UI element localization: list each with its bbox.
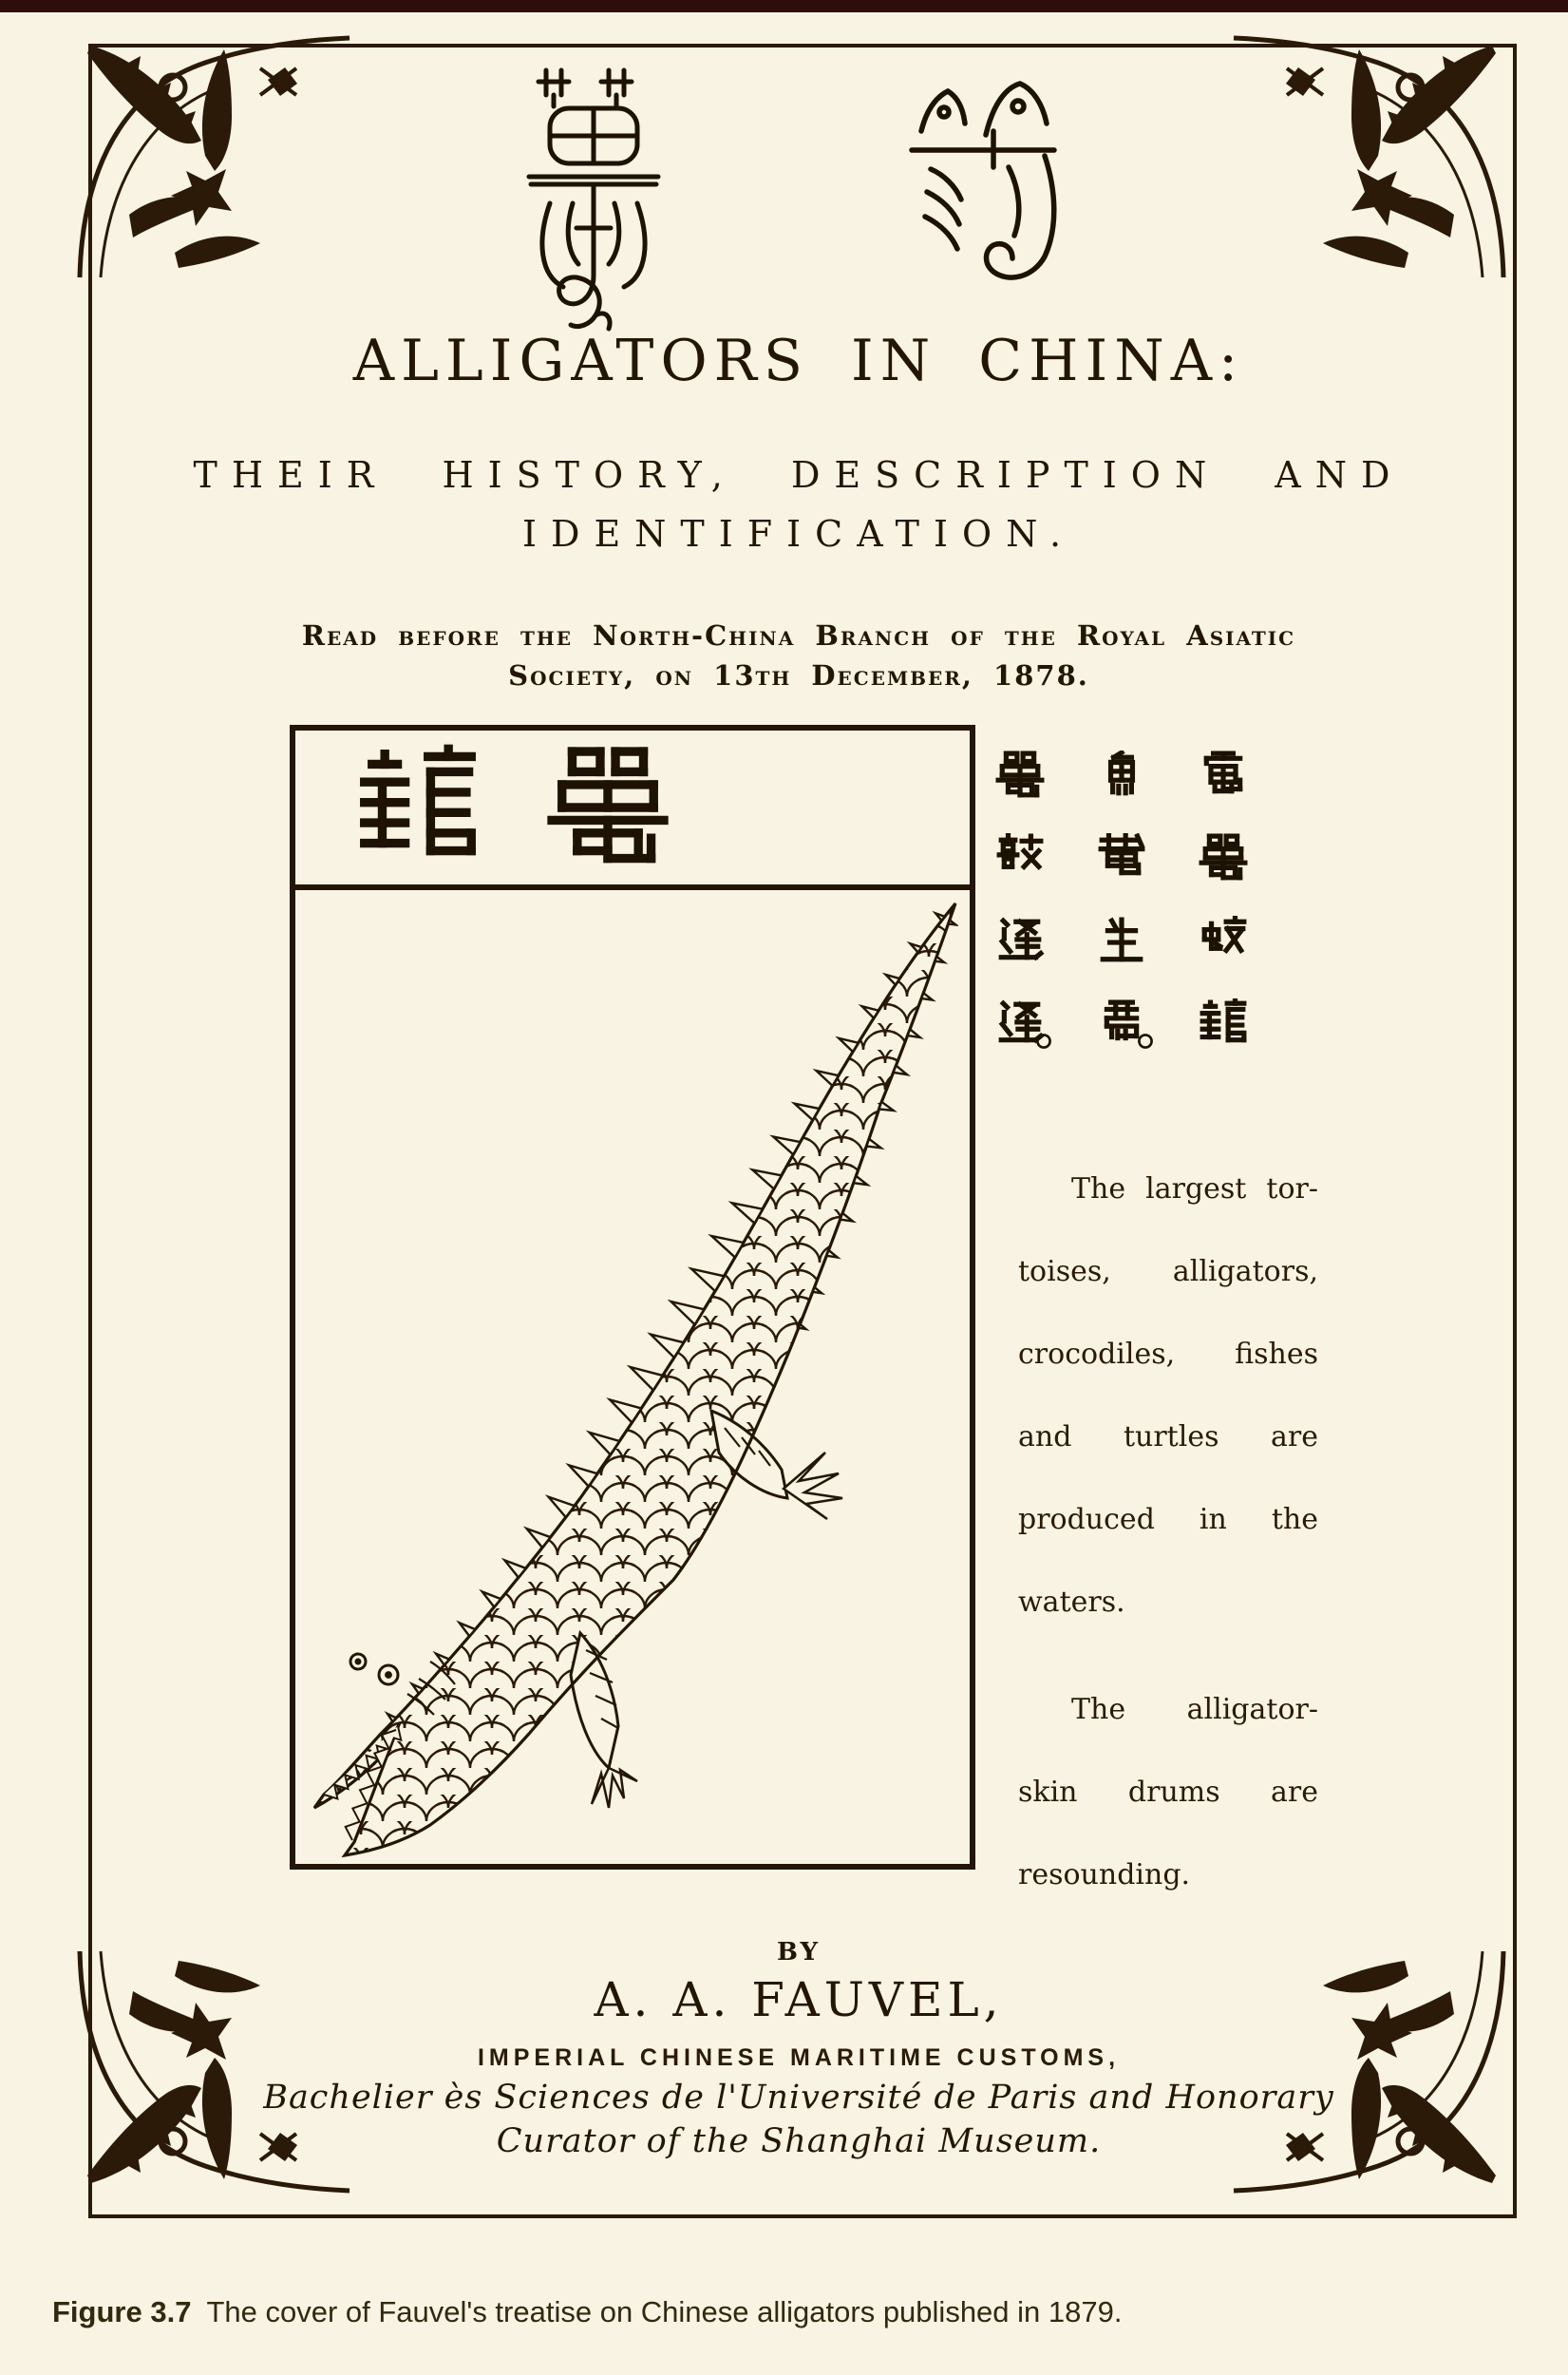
scan-edge-strip	[0, 0, 1568, 12]
plate-header	[295, 731, 970, 890]
page-subtitle-line1: THEIR HISTORY, DESCRIPTION AND	[193, 454, 1405, 496]
read-before-line2: Society, on 13th December, 1878.	[508, 659, 1089, 692]
fleuron-ornament-top-left	[72, 28, 357, 285]
hanzi-char	[995, 916, 1045, 965]
hanzi-char	[995, 750, 1045, 800]
alligator-woodcut	[295, 890, 958, 1864]
hanzi-period-circle	[1033, 1031, 1054, 1052]
seal-script-char-tuo-icon	[518, 61, 670, 336]
quote-line: The largest tor-	[1071, 1172, 1318, 1206]
read-before-line1: Read before the North-China Branch of the Royal Asiatic	[301, 619, 1296, 652]
figure-caption-text: The cover of Fauvel's treatise on Chinese alligators published in 1879.	[206, 2295, 1123, 2328]
hanzi-char	[1199, 833, 1248, 883]
quote-line: resounding.	[1018, 1858, 1191, 1891]
hanzi-char	[1097, 833, 1146, 883]
quote-line: waters.	[1018, 1586, 1125, 1619]
quote-drums	[1018, 1668, 1318, 1916]
hanzi-char	[995, 833, 1045, 883]
hanzi-char	[1199, 998, 1248, 1048]
byline-by: BY	[776, 1938, 822, 1966]
quote-waters	[1018, 1148, 1318, 1644]
quote-line: crocodiles, fishes	[1018, 1338, 1318, 1371]
byline-affiliation: IMPERIAL CHINESE MARITIME CUSTOMS,	[477, 2044, 1121, 2071]
alligator-plate	[290, 725, 975, 1870]
quote-line: and turtles are	[1018, 1420, 1318, 1454]
figure-caption-label: Figure 3.7	[52, 2295, 192, 2328]
fleuron-ornament-top-right	[1226, 28, 1511, 285]
quote-line: skin drums are	[1018, 1776, 1318, 1809]
seal-script-char-long-icon	[902, 76, 1087, 290]
figure-caption	[52, 2295, 1122, 2329]
hanzi-char	[1097, 916, 1146, 965]
plate-header-char-long	[354, 744, 482, 871]
page-subtitle-line2: IDENTIFICATION.	[521, 513, 1076, 555]
plate-header-char-tuo	[544, 744, 671, 871]
byline-credentials-line2: Curator of the Shanghai Museum.	[496, 2122, 1102, 2160]
quote-line: produced in the	[1018, 1503, 1318, 1536]
byline-author: A. A. FAUVEL,	[594, 1972, 1004, 2027]
hanzi-char	[1097, 750, 1146, 800]
quote-line: toises, alligators,	[1018, 1255, 1318, 1288]
page-title: ALLIGATORS IN CHINA:	[352, 328, 1245, 394]
hanzi-char	[1199, 916, 1248, 965]
hanzi-char	[1199, 750, 1248, 800]
byline-credentials-line1: Bachelier ès Sciences de l'Université de Paris and Honorary	[263, 2079, 1334, 2117]
quote-line: The alligator-	[1071, 1693, 1318, 1726]
hanzi-period-circle	[1135, 1031, 1156, 1052]
chinese-verse-columns	[995, 750, 1309, 1064]
